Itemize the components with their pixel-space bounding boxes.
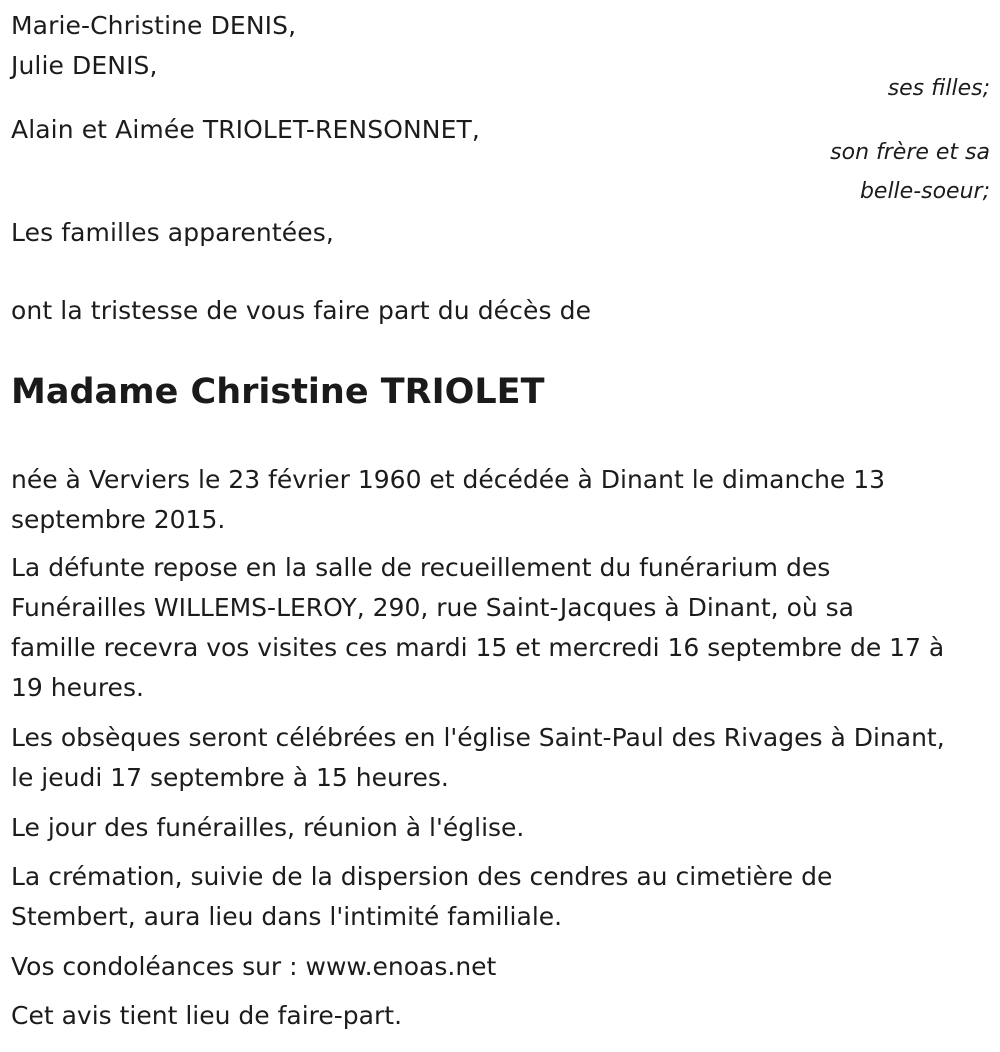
meeting-paragraph [11, 808, 996, 848]
announcement-text: ont la tristesse de vous faire part du décès de [11, 296, 592, 325]
paragraph-line: le jeudi 17 septembre à 15 heures. [11, 763, 449, 792]
related-families: Les familles apparentées, [11, 218, 334, 247]
notice-line: Cet avis tient lieu de faire-part. [11, 1001, 403, 1030]
paragraph-line: Funérailles WILLEMS-LEROY, 290, rue Saint-Jacques à Dinant, où sa [11, 593, 855, 622]
daughters-role: ses filles; [887, 76, 990, 101]
daughter-name-1: Marie-Christine DENIS, [11, 11, 297, 40]
paragraph-line: septembre 2015. [11, 505, 226, 534]
daughter-name-2: Julie DENIS, [11, 51, 158, 80]
birth-death-paragraph [11, 460, 996, 540]
funeral-paragraph [11, 718, 996, 798]
paragraph-line: famille recevra vos visites ces mardi 15 et mercredi 16 septembre de 17 à [11, 633, 945, 662]
paragraph-line: 19 heures. [11, 673, 144, 702]
sibling-names: Alain et Aimée TRIOLET-RENSONNET, [11, 115, 480, 144]
paragraph-line: Le jour des funérailles, réunion à l'église. [11, 813, 525, 842]
paragraph-line: Stembert, aura lieu dans l'intimité familiale. [11, 902, 563, 931]
viewing-paragraph [11, 548, 996, 708]
paragraph-line: Les obsèques seront célébrées en l'église Saint-Paul des Rivages à Dinant, [11, 723, 945, 752]
condolences-paragraph [11, 947, 996, 987]
paragraph-line: La défunte repose en la salle de recueillement du funérarium des [11, 553, 831, 582]
deceased-name: Madame Christine TRIOLET [11, 372, 545, 412]
paragraph-line: née à Verviers le 23 février 1960 et décédée à Dinant le dimanche 13 [11, 465, 886, 494]
sibling-role-line-1: son frère et sa [830, 140, 990, 165]
cremation-paragraph [11, 857, 996, 937]
paragraph-line: La crémation, suivie de la dispersion des cendres au cimetière de [11, 862, 833, 891]
condolences-line: Vos condoléances sur : www.enoas.net [11, 952, 497, 981]
sibling-role-line-2: belle-soeur; [859, 179, 990, 204]
notice-paragraph [11, 996, 996, 1036]
